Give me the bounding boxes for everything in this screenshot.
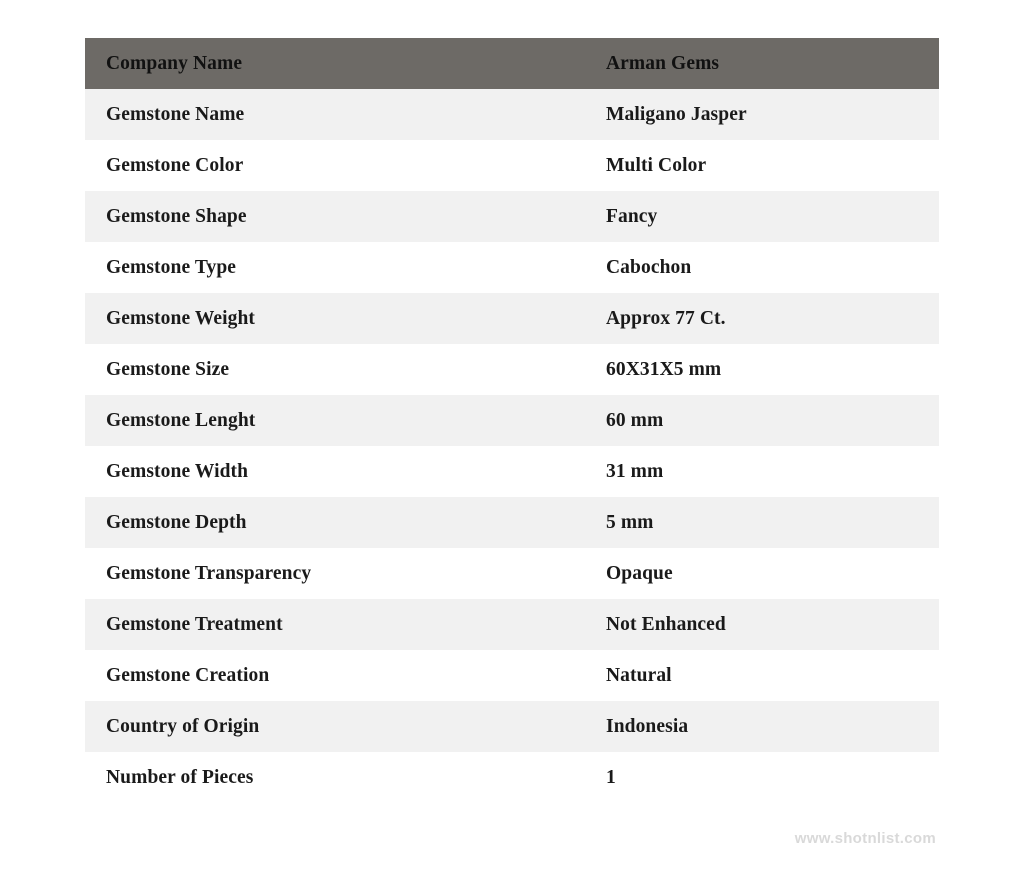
table-row [85, 446, 939, 497]
row-value-cell: Natural [585, 650, 939, 701]
table-row [85, 650, 939, 701]
table-row [85, 497, 939, 548]
row-label-cell: Gemstone Size [85, 344, 585, 395]
table-row [85, 242, 939, 293]
table-row [85, 395, 939, 446]
row-value-cell: 5 mm [585, 497, 939, 548]
row-label-cell: Gemstone Color [85, 140, 585, 191]
table-row [85, 701, 939, 752]
row-label-cell: Gemstone Name [85, 89, 585, 140]
row-value-cell: 31 mm [585, 446, 939, 497]
table-row [85, 548, 939, 599]
gemstone-spec-table [85, 38, 939, 803]
row-label-cell: Gemstone Width [85, 446, 585, 497]
row-label-cell: Gemstone Weight [85, 293, 585, 344]
row-value-cell: Indonesia [585, 701, 939, 752]
row-label-cell: Gemstone Transparency [85, 548, 585, 599]
row-value-cell: Opaque [585, 548, 939, 599]
row-label-cell: Gemstone Creation [85, 650, 585, 701]
row-value-cell: 1 [585, 752, 939, 803]
row-label-cell: Gemstone Shape [85, 191, 585, 242]
row-label-cell: Country of Origin [85, 701, 585, 752]
header-label-cell: Company Name [85, 38, 585, 89]
row-label-cell: Gemstone Depth [85, 497, 585, 548]
spec-table-body [85, 38, 939, 803]
row-label-cell: Number of Pieces [85, 752, 585, 803]
table-header-row [85, 38, 939, 89]
table-row [85, 89, 939, 140]
row-value-cell: Maligano Jasper [585, 89, 939, 140]
row-value-cell: 60X31X5 mm [585, 344, 939, 395]
watermark: www.shotnlist.com [794, 830, 936, 847]
header-value-cell: Arman Gems [585, 38, 939, 89]
table-row [85, 599, 939, 650]
row-value-cell: Fancy [585, 191, 939, 242]
table-row [85, 140, 939, 191]
table-row [85, 293, 939, 344]
table-row [85, 344, 939, 395]
row-value-cell: 60 mm [585, 395, 939, 446]
row-value-cell: Approx 77 Ct. [585, 293, 939, 344]
row-label-cell: Gemstone Treatment [85, 599, 585, 650]
gemstone-spec-sheet [85, 38, 939, 803]
row-value-cell: Multi Color [585, 140, 939, 191]
row-value-cell: Not Enhanced [585, 599, 939, 650]
table-row [85, 191, 939, 242]
row-value-cell: Cabochon [585, 242, 939, 293]
table-row [85, 752, 939, 803]
row-label-cell: Gemstone Type [85, 242, 585, 293]
row-label-cell: Gemstone Lenght [85, 395, 585, 446]
